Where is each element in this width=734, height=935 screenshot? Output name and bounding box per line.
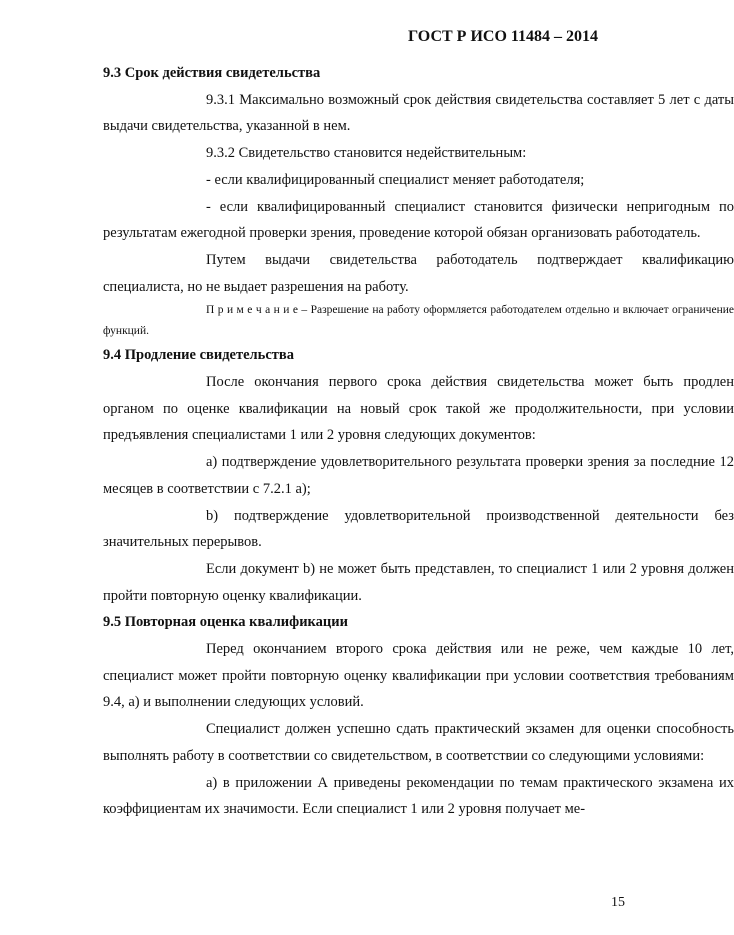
section-heading-9-3: 9.3 Срок действия свидетельства	[103, 65, 321, 81]
note	[103, 300, 734, 342]
paragraph: Перед окончанием второго срока действия или не реже, чем каждые 10 лет, специалист может пройти повторную оценку квалификации при условии соответствия требованиям 9.4, a) и выполнении следующих условий.	[103, 641, 734, 711]
list-item: a) в приложении А приведены рекомендации по темам практического экзамена их коэффициентам их значимости. Если специалист 1 или 2 уровня получает ме-	[103, 774, 734, 818]
paragraph: 9.3.2 Свидетельство становится недействительным:	[206, 145, 527, 162]
paragraph: Если документ b) не может быть представлен, то специалист 1 или 2 уровня должен пройти повторную оценку квалификации.	[103, 560, 734, 604]
section-heading-9-5: 9.5 Повторная оценка квалификации	[103, 614, 348, 631]
paragraph: 9.3.1 Максимально возможный срок действия свидетельства составляет 5 лет с даты выдачи свидетельства, указанной в нем.	[103, 91, 734, 135]
page-content	[103, 60, 734, 823]
list-item: - если квалифицированный специалист становится физически непригодным по результатам ежегодной проверки зрения, проведение которой обязан организовать работодатель.	[103, 198, 734, 242]
paragraph: Специалист должен успешно сдать практический экзамен для оценки способность выполнять работу в соответствии со свидетельством, в соответствии со следующими условиями:	[103, 721, 734, 764]
list-item: a) подтверждение удовлетворительного результата проверки зрения за последние 12 месяцев в соответствии с 7.2.1 a);	[103, 454, 734, 497]
note-label: П р и м е ч а н и е	[206, 304, 298, 317]
list-item: - если квалифицированный специалист меняет работодателя;	[206, 171, 585, 188]
note-text: – Разрешение на работу оформляется работодателем отдельно и включает ограничение функций.	[103, 304, 734, 338]
paragraph: После окончания первого срока действия свидетельства может быть продлен органом по оценке квалификации на новый срок такой же продолжительности, при условии предъявления специалистами 1 или 2 уровня следующих документов:	[103, 374, 734, 444]
standard-header: ГОСТ Р ИСО 11484 – 2014	[408, 28, 598, 45]
page-number: 15	[611, 895, 625, 910]
section-heading-9-4: 9.4 Продление свидетельства	[103, 347, 294, 364]
list-item: b) подтверждение удовлетворительной производственной деятельности без значительных перерывов.	[103, 507, 734, 551]
paragraph: Путем выдачи свидетельства работодатель подтверждает квалификацию специалиста, но не выдает разрешения на работу.	[103, 251, 734, 295]
